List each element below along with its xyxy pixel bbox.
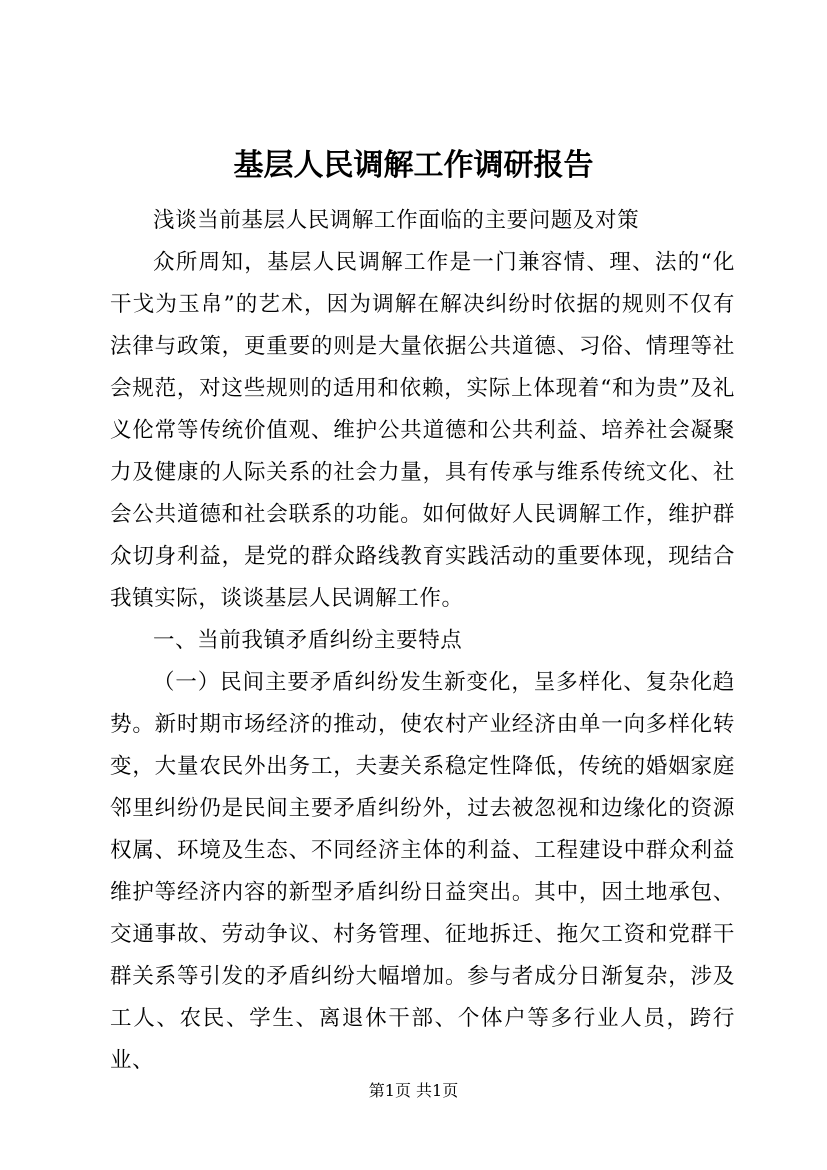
document-title: 基层人民调解工作调研报告 [233,148,594,183]
subtitle-paragraph: 浅谈当前基层人民调解工作面临的主要问题及对策 [153,208,640,233]
document-body [110,200,735,1082]
section-heading: 一、当前我镇矛盾纠纷主要特点 [153,628,463,653]
section-paragraph: （一）民间主要矛盾纠纷发生新变化，呈多样化、复杂化趋势。新时期市场经济的推动，使农村产业经济由单一向多样化转变，大量农民外出务工，夫妻关系稳定性降低，传统的婚姻家庭邻里纠纷仍是民间主要矛盾纠纷外，过去被忽视和边缘化的资源权属、环境及生态、不同经济主体的利益、工程建设中群众利益维护等经济内容的新型矛盾纠纷日益突出。其中，因土地承包、交通事故、劳动争议、村务管理、征地拆迁、拖欠工资和党群干群关系等引发的矛盾纠纷大幅增加。参与者成分日渐复杂，涉及工人、农民、学生、离退休干部、个体户等多行业人员，跨行业、 [110,670,735,1073]
page-footer: 第1页 共1页 [368,1081,459,1100]
intro-paragraph: 众所周知，基层人民调解工作是一门兼容情、理、法的“化干戈为玉帛”的艺术，因为调解在解决纠纷时依据的规则不仅有法律与政策，更重要的则是大量依据公共道德、习俗、情理等社会规范，对这些规则的适用和依赖，实际上体现着“和为贵”及礼义伦常等传统价值观、维护公共道德和公共利益、培养社会凝聚力及健康的人际关系的社会力量，具有传承与维系传统文化、社会公共道德和社会联系的功能。如何做好人民调解工作，维护群众切身利益，是党的群众路线教育实践活动的重要体现，现结合我镇实际，谈谈基层人民调解工作。 [110,250,735,611]
